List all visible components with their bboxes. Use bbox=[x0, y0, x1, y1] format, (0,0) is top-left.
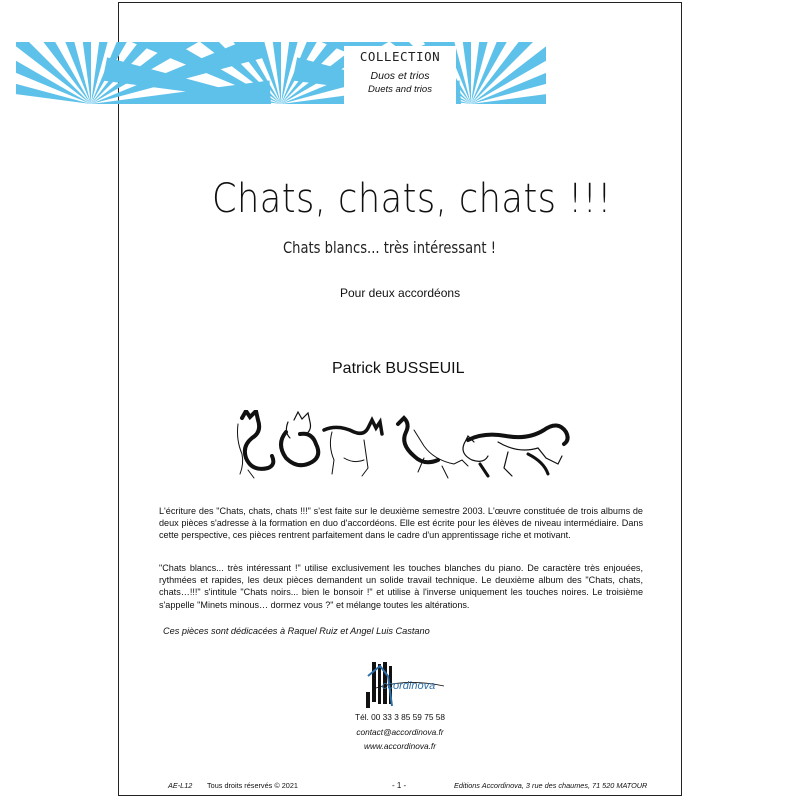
website-link[interactable]: www.accordinova.fr bbox=[364, 741, 436, 751]
series-title-fr: Duos et trios bbox=[370, 70, 430, 82]
instrumentation: Pour deux accordéons bbox=[340, 286, 461, 300]
phone-number: Tél. 00 33 3 85 59 75 58 bbox=[355, 712, 445, 722]
logo-wordmark: ccordinova bbox=[382, 680, 436, 692]
collection-label-box bbox=[344, 46, 456, 106]
description-paragraph-1: L'écriture des "Chats, chats, chats !!!" s'est faite sur le deuxième semestre 2003. L'œuvre constituée de trois albums de deux pièces s'adresse à la formation en duo d'accordéons. Elle est écrite pour les élèves de niveau intermédiaire. Dans cette perspective, ces pièces rentrent parfaitement dans le cadre d'un apprentissage riche et motivant. bbox=[159, 506, 643, 541]
description-paragraph-2: "Chats blancs... très intéressant !" utilise exclusivement les touches blanches du piano. De caractère très enjouées, rythmées et rapides, les deux pièces demandent un solide travail technique. Le deuxième album des "Chats, chats, chats…!!!" s'intitule "Chats noirs... bien le bonsoir !" et utilise à l'inverse uniquement les touches noires. Le troisième s'appelle "Minets minous… dormez vous ?" et mélange toutes les altérations. bbox=[159, 563, 643, 610]
composer-name: Patrick BUSSEUIL bbox=[332, 360, 465, 377]
catalog-code: AE-L12 bbox=[168, 781, 193, 790]
cats-illustration bbox=[228, 410, 573, 486]
series-title-en: Duets and trios bbox=[368, 84, 432, 95]
email-link[interactable]: contact@accordinova.fr bbox=[356, 727, 444, 737]
rights-notice: Tous droits réservés © 2021 bbox=[207, 781, 298, 790]
page-number: - 1 - bbox=[392, 781, 407, 790]
subtitle: Chats blancs... très intéressant ! bbox=[283, 238, 497, 257]
collection-banner bbox=[16, 42, 546, 104]
publisher-address: Editions Accordinova, 3 rue des chaumes, 71 520 MATOUR bbox=[454, 781, 648, 790]
dedication: Ces pièces sont dédicacées à Raquel Ruiz et Angel Luis Castano bbox=[163, 626, 430, 636]
page-title: Chats, chats, chats !!! bbox=[212, 176, 612, 222]
collection-label: COLLECTION bbox=[359, 49, 441, 64]
